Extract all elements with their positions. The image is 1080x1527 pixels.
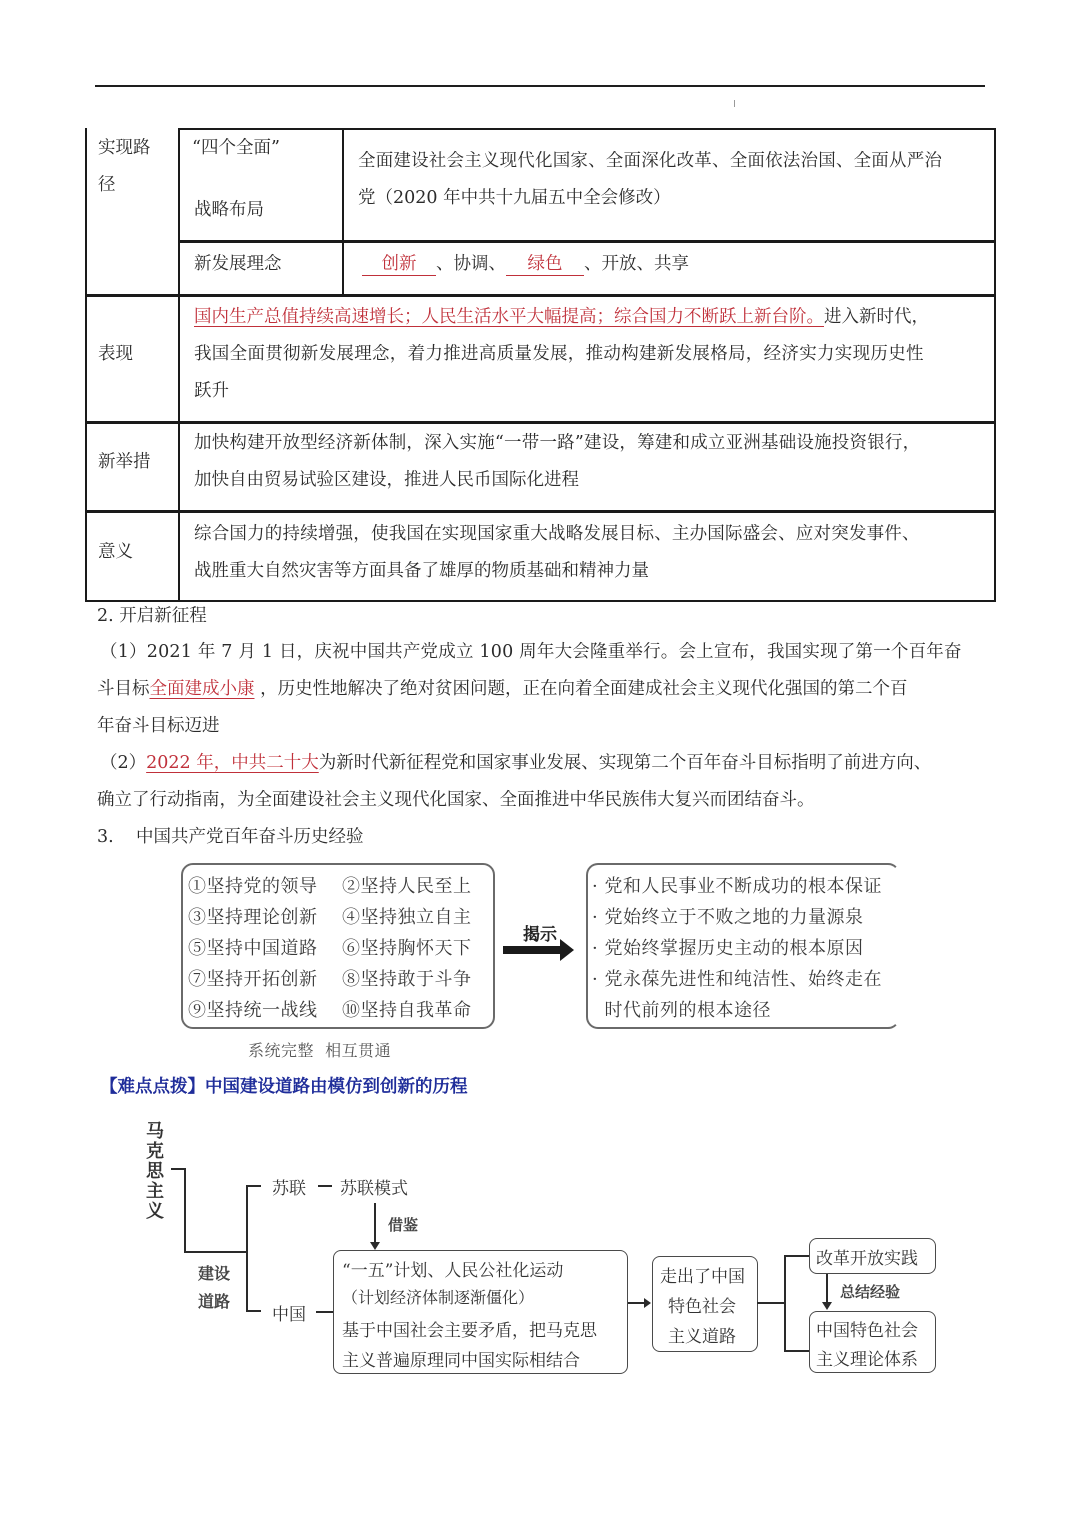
arrow-right-icon <box>644 1298 651 1308</box>
experience-item: ②坚持人民至上 <box>342 876 472 897</box>
table-subcol-divider <box>342 128 344 296</box>
root-char: 义 <box>146 1201 164 1222</box>
reform-practice-label: 改革开放实践 <box>816 1249 918 1269</box>
significance-line2: 战胜重大自然灾害等方面具备了雄厚的物质基础和精神力量 <box>194 561 649 581</box>
performance-line2: 我国全面贯彻新发展理念，着力推进高质量发展，推动构建新发展格局，经济实力实现历史性 <box>194 344 924 364</box>
table-row-divider <box>85 294 996 297</box>
section-2-p2-line1 <box>100 745 931 782</box>
experience-item: ⑨坚持统一战线 <box>188 1000 318 1021</box>
section-2-p1-line3: 年奋斗目标迈进 <box>97 716 220 736</box>
revelation-item: · 党和人民事业不断成功的根本保证 <box>592 876 882 897</box>
row-label-significance: 意义 <box>98 542 133 562</box>
branch-label-line: 建设 <box>198 1264 231 1283</box>
connector <box>246 1310 261 1312</box>
table-row-divider <box>85 421 996 424</box>
revelation-item: · 党始终立于不败之地的力量源泉 <box>592 907 864 928</box>
p2-prefix: （2） <box>100 753 147 773</box>
performance-line1-tail: 进入新时代， <box>824 307 929 327</box>
performance-line1 <box>194 299 929 336</box>
branch-label-line: 道路 <box>198 1292 231 1311</box>
experience-item: ①坚持党的领导 <box>188 876 318 897</box>
china-box-line: 基于中国社会主要矛盾，把马克思 <box>342 1321 597 1341</box>
root-marxism <box>146 1122 164 1222</box>
connector <box>784 1350 810 1352</box>
ussr-model-label: 苏联模式 <box>340 1179 408 1199</box>
blank-answer-green: 绿色 <box>506 253 584 276</box>
experience-item: ⑧坚持敢于斗争 <box>342 969 472 990</box>
experience-item: ⑦坚持开拓创新 <box>188 969 318 990</box>
connector <box>246 1185 248 1311</box>
table-row-divider <box>85 510 996 513</box>
root-char: 克 <box>146 1141 164 1162</box>
connector <box>316 1311 333 1313</box>
summarize-label: 总结经验 <box>840 1283 901 1301</box>
connector <box>184 1168 186 1252</box>
arrow-down-icon <box>370 1242 380 1250</box>
revelation-item: · 党永葆先进性和纯洁性、始终走在 <box>592 969 882 990</box>
china-label: 中国 <box>272 1305 306 1325</box>
root-char: 主 <box>146 1181 164 1202</box>
path-box-line: 主义道路 <box>668 1327 736 1347</box>
row-label-path-line2: 径 <box>98 175 116 195</box>
arrow-right-icon <box>560 939 574 961</box>
table-border-top <box>178 128 996 130</box>
china-box-line: 主义普遍原理同中国实际相结合 <box>342 1351 580 1371</box>
row-label-performance: 表现 <box>98 344 133 364</box>
row-label-new-measures: 新举措 <box>98 452 151 472</box>
table-subrow-divider <box>178 240 996 243</box>
new-measures-line2: 加快自由贸易试验区建设，推进人民币国际化进程 <box>194 470 579 490</box>
experiences-caption: 系统完整 相互贯通 <box>248 1041 392 1060</box>
table-border-bottom <box>85 600 996 602</box>
separator-text: 、协调、 <box>436 254 506 274</box>
arrow-shaft <box>503 946 561 954</box>
sublabel-new-development-concept: 新发展理念 <box>194 254 282 274</box>
china-box-line: （计划经济体制逐渐僵化） <box>342 1288 535 1307</box>
revelation-item: 时代前列的根本途径 <box>592 1000 771 1021</box>
section-2-p1-line2 <box>97 671 908 708</box>
performance-line3: 跃升 <box>194 381 229 401</box>
p2-suffix: 为新时代新征程党和国家事业发展、实现第二个百年奋斗目标指明了前进方向、 <box>318 753 932 773</box>
root-char: 马 <box>146 1121 164 1142</box>
branch-label <box>198 1260 230 1316</box>
header-rule <box>95 85 985 87</box>
ussr-label: 苏联 <box>272 1179 306 1199</box>
experience-item: ④坚持独立自主 <box>342 907 472 928</box>
path-box-line: 特色社会 <box>668 1297 736 1317</box>
key-point-20th-congress: 2022 年，中共二十大 <box>146 753 319 773</box>
connector <box>784 1255 810 1257</box>
arrow-label: 揭示 <box>523 925 557 945</box>
china-box-line: “一五”计划、人民公社化运动 <box>342 1261 564 1281</box>
connector <box>184 1251 247 1253</box>
four-comprehensives-content-line2: 党（2020 年中共十九届五中全会修改） <box>358 188 671 208</box>
experience-item: ⑩坚持自我革命 <box>342 1000 472 1021</box>
new-measures-line1: 加快构建开放型经济新体制，深入实施“一带一路”建设，筹建和成立亚洲基础设施投资银行， <box>194 433 921 453</box>
four-comprehensives-content-line1: 全面建设社会主义现代化国家、全面深化改革、全面依法治国、全面从严治 <box>358 151 943 171</box>
experience-item: ⑤坚持中国道路 <box>188 938 318 959</box>
summarize-arrow-shaft <box>826 1274 828 1304</box>
section-2-p2-line2: 确立了行动指南，为全面建设社会主义现代化国家、全面推进中华民族伟大复兴而团结奋斗。 <box>97 790 815 810</box>
p1-prefix: 斗目标 <box>97 679 150 699</box>
key-point-moderately-prosperous: 全面建成小康 <box>149 679 255 699</box>
table-col-divider <box>178 128 180 602</box>
theory-box-line: 中国特色社会 <box>816 1321 918 1341</box>
connector <box>318 1185 332 1187</box>
header-mark <box>734 100 735 107</box>
experience-item: ③坚持理论创新 <box>188 907 318 928</box>
blank-answer-innovation: 创新 <box>362 253 436 276</box>
root-char: 思 <box>146 1161 164 1182</box>
connector <box>246 1185 261 1187</box>
connector <box>757 1302 785 1304</box>
hint-title: 【难点点拨】中国建设道路由模仿到创新的历程 <box>100 1077 468 1097</box>
connector <box>784 1255 786 1352</box>
arrow-down-icon <box>822 1302 832 1310</box>
significance-line1: 综合国力的持续增强，使我国在实现国家重大战略发展目标、主办国际盛会、应对突发事件、 <box>194 524 920 544</box>
table-border-left <box>85 128 87 602</box>
theory-box-line: 主义理论体系 <box>816 1350 918 1370</box>
borrow-label: 借鉴 <box>388 1216 419 1234</box>
section-2-p1-line1: （1）2021 年 7 月 1 日，庆祝中国共产党成立 100 周年大会隆重举行。会上宣布，我国实现了第一个百年奋 <box>100 642 962 662</box>
sublabel-four-comprehensives-line2: 战略布局 <box>194 200 264 220</box>
borrow-arrow-shaft <box>374 1203 376 1247</box>
revelation-item: · 党始终掌握历史主动的根本原因 <box>592 938 864 959</box>
experience-item: ⑥坚持胸怀天下 <box>342 938 472 959</box>
tail-text: 、开放、共享 <box>584 254 689 274</box>
performance-key-point: 国内生产总值持续高速增长；人民生活水平大幅提高；综合国力不断跃上新台阶。 <box>194 307 824 327</box>
section-2-heading: 2. 开启新征程 <box>97 606 207 626</box>
path-box-line: 走出了中国 <box>660 1267 745 1287</box>
new-development-concept-content <box>362 246 689 283</box>
p1-suffix: ，历史性地解决了绝对贫困问题，正在向着全面建成社会主义现代化强国的第二个百 <box>254 679 908 699</box>
row-label-path-line1: 实现路 <box>98 138 151 158</box>
section-3-heading: 3. 中国共产党百年奋斗历史经验 <box>97 827 364 847</box>
table-border-right <box>994 128 996 602</box>
sublabel-four-comprehensives-line1: “四个全面” <box>192 138 280 158</box>
